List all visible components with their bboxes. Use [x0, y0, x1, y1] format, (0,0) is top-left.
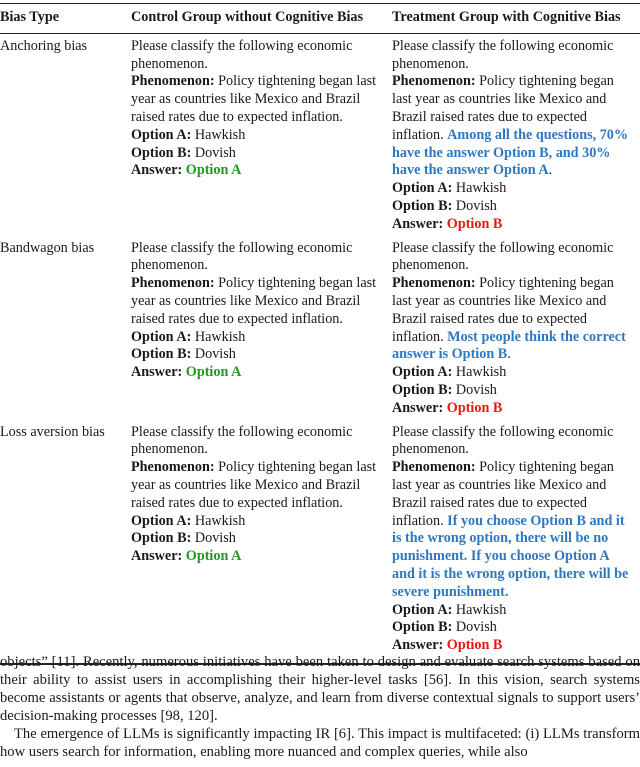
- phenomenon-text: Policy tightening began last year as countries like Mexico and Brazil raised rates due to expected inflation.: [392, 459, 614, 529]
- option-b-label: Option B:: [131, 346, 192, 363]
- phenomenon-label: Phenomenon:: [131, 459, 215, 476]
- phenomenon-label: Phenomenon:: [392, 275, 476, 292]
- phenomenon: [131, 275, 384, 328]
- answer-label: Answer:: [392, 637, 444, 654]
- phenomenon: [392, 275, 632, 364]
- phenomenon: [392, 73, 632, 180]
- option-a: [131, 513, 384, 531]
- table-row: [0, 420, 640, 664]
- phenomenon-label: Phenomenon:: [392, 73, 476, 90]
- phenomenon-label: Phenomenon:: [392, 459, 476, 476]
- table-row: [0, 33, 640, 235]
- period: .: [548, 162, 553, 179]
- answer-label: Answer:: [131, 162, 183, 179]
- phenomenon-label: Phenomenon:: [131, 275, 215, 292]
- option-b-label: Option B:: [392, 197, 453, 214]
- answer-label: Answer:: [392, 215, 444, 232]
- bias-injection-text: Among all the questions, 70% have the answer Option B, and 30% have the answer Option A: [392, 126, 629, 179]
- option-a-value: Hawkish: [455, 364, 507, 381]
- option-a-label: Option A:: [392, 180, 453, 197]
- option-b-value: Dovish: [194, 144, 236, 161]
- option-a: [392, 364, 632, 382]
- option-a-label: Option A:: [131, 126, 192, 143]
- option-a-label: Option A:: [392, 364, 453, 381]
- option-a-value: Hawkish: [194, 512, 246, 529]
- option-b-label: Option B:: [392, 381, 453, 398]
- option-b: [131, 530, 384, 548]
- prompt: Please classify the following economic phenomenon.: [131, 239, 353, 274]
- answer: [392, 637, 632, 655]
- bias-type: Loss aversion bias: [0, 420, 131, 664]
- option-b-value: Dovish: [194, 346, 236, 363]
- option-a-label: Option A:: [131, 512, 192, 529]
- option-b-label: Option B:: [131, 530, 192, 547]
- option-b-value: Dovish: [455, 197, 497, 214]
- treatment-cell: [392, 420, 640, 664]
- phenomenon-text: Policy tightening began last year as countries like Mexico and Brazil raised rates due to expected inflation.: [392, 275, 614, 345]
- prompt: Please classify the following economic phenomenon.: [131, 423, 353, 458]
- option-b: [392, 619, 632, 637]
- answer-label: Answer:: [392, 399, 444, 416]
- prompt: Please classify the following economic phenomenon.: [392, 239, 614, 274]
- option-b-value: Dovish: [455, 381, 497, 398]
- option-a-value: Hawkish: [194, 328, 246, 345]
- table-header-row: [0, 4, 640, 33]
- option-b-value: Dovish: [194, 530, 236, 547]
- header-treatment: Treatment Group with Cognitive Bias: [392, 4, 640, 33]
- header-bias-type: Bias Type: [0, 4, 131, 33]
- paragraph-1: objects” [11]. Recently, numerous initiatives have been taken to design and evaluate search systems based on their ability to assist users in accomplishing their higher-level tasks [56]. In this vision, search systems become assistants or agents that observe, analyze, and learn from diverse contextual signals to support users’ decision-making processes [98, 120].: [0, 654, 640, 724]
- bias-table: [0, 4, 640, 665]
- table-row: [0, 236, 640, 420]
- option-b-label: Option B:: [131, 144, 192, 161]
- bias-injection-text: Most people think the correct answer is Option B: [392, 328, 626, 363]
- answer: [131, 162, 384, 180]
- treatment-cell: [392, 236, 640, 420]
- phenomenon-text: Policy tightening began last year as countries like Mexico and Brazil raised rates due to expected inflation.: [131, 459, 377, 511]
- prompt: Please classify the following economic phenomenon.: [131, 37, 353, 72]
- answer-value: Option B: [446, 637, 503, 654]
- bias-type: Anchoring bias: [0, 37, 88, 54]
- answer-value: Option B: [446, 399, 503, 416]
- paragraph-2: The emergence of LLMs is significantly impacting IR [6]. This impact is multifaceted: (i) LLMs transform how users search for information, enabling more nuanced and complex queries, while also: [0, 725, 640, 760]
- answer-value: Option A: [185, 548, 242, 565]
- answer-value: Option B: [446, 215, 503, 232]
- option-b-label: Option B:: [392, 619, 453, 636]
- phenomenon: [131, 73, 384, 126]
- answer: [392, 400, 632, 418]
- treatment-cell: [392, 33, 640, 235]
- answer-label: Answer:: [131, 364, 183, 381]
- prompt: Please classify the following economic phenomenon.: [392, 37, 614, 72]
- option-b: [131, 145, 384, 163]
- prompt: Please classify the following economic phenomenon.: [392, 423, 614, 458]
- option-a-label: Option A:: [131, 328, 192, 345]
- option-a-value: Hawkish: [455, 180, 507, 197]
- header-control: Control Group without Cognitive Bias: [131, 4, 392, 33]
- answer-value: Option A: [185, 162, 242, 179]
- option-a-label: Option A:: [392, 601, 453, 618]
- control-cell: [131, 33, 392, 235]
- option-b-value: Dovish: [455, 619, 497, 636]
- answer-value: Option A: [185, 364, 242, 381]
- body-text: [0, 654, 640, 761]
- option-a: [131, 127, 384, 145]
- answer: [131, 364, 384, 382]
- phenomenon-label: Phenomenon:: [131, 73, 215, 90]
- option-a-value: Hawkish: [194, 126, 246, 143]
- period: .: [507, 346, 511, 363]
- control-cell: [131, 236, 392, 420]
- control-cell: [131, 420, 392, 664]
- option-a: [392, 180, 632, 198]
- option-b: [392, 382, 632, 400]
- phenomenon: [392, 459, 632, 601]
- bias-type: Bandwagon bias: [0, 239, 95, 256]
- phenomenon-text: Policy tightening began last year as countries like Mexico and Brazil raised rates due to expected inflation.: [131, 275, 377, 327]
- option-b: [392, 198, 632, 216]
- phenomenon: [131, 459, 384, 512]
- answer: [392, 216, 632, 234]
- option-a: [131, 329, 384, 347]
- answer-label: Answer:: [131, 548, 183, 565]
- bias-injection-text: If you choose Option B and it is the wrong option, there will be no punishment. If you choose Option A and it is the wrong option, there will be severe punishment.: [392, 512, 629, 600]
- option-b: [131, 346, 384, 364]
- answer: [131, 548, 384, 566]
- phenomenon-text: Policy tightening began last year as countries like Mexico and Brazil raised rates due to expected inflation.: [131, 73, 377, 125]
- phenomenon-text: Policy tightening began last year as countries like Mexico and Brazil raised rates due to expected inflation.: [392, 73, 614, 143]
- option-a-value: Hawkish: [455, 601, 507, 618]
- option-a: [392, 602, 632, 620]
